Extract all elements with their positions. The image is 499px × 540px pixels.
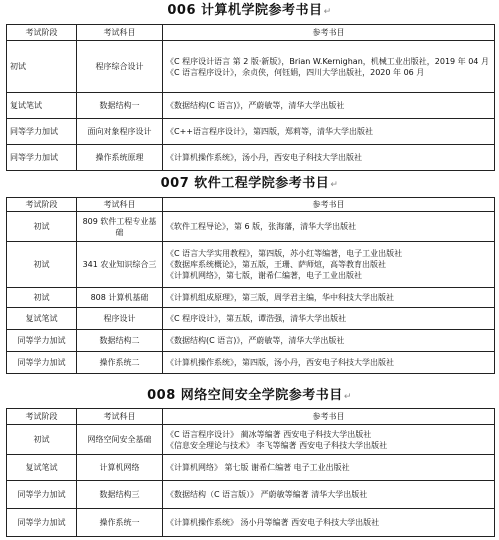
table-row bbox=[7, 308, 495, 330]
header-subject: 考试科目 bbox=[77, 409, 163, 425]
header-refs: 参考书目 bbox=[163, 25, 495, 41]
table-row bbox=[7, 455, 495, 481]
cell-stage: 初试 bbox=[7, 41, 77, 93]
cell-stage: 同等学力加试 bbox=[7, 509, 77, 537]
cell-subject: 操作系统二 bbox=[77, 352, 163, 374]
header-stage: 考试阶段 bbox=[7, 25, 77, 41]
cell-subject: 341 农业知识综合三 bbox=[77, 242, 163, 288]
ref-line: 《计算机网络》 第七版 谢希仁编著 电子工业出版社 bbox=[166, 463, 350, 472]
table-row bbox=[7, 330, 495, 352]
ref-table-006 bbox=[6, 24, 495, 171]
cell-refs bbox=[163, 330, 495, 352]
header-refs: 参考书目 bbox=[163, 409, 495, 425]
ref-table-007 bbox=[6, 197, 495, 374]
cell-stage: 同等学力加试 bbox=[7, 481, 77, 509]
section-title-007: 007 软件工程学院参考书目↵ bbox=[160, 176, 339, 191]
ref-line: 《C 语言程序设计》，余贞侠，何钰娟，四川大学出版社，2020 年 06 月 bbox=[166, 67, 425, 77]
cell-stage: 同等学力加试 bbox=[7, 119, 77, 145]
ref-line: 《软件工程导论》，第 6 版，张海藩，清华大学出版社 bbox=[166, 222, 357, 231]
header-subject: 考试科目 bbox=[77, 25, 163, 41]
cell-stage: 初试 bbox=[7, 212, 77, 242]
header-stage: 考试阶段 bbox=[7, 198, 77, 212]
ref-line: 《C 程序设计语言 第 2 版·新版》，Brian W.Kernighan，机械工业出版社，2019 年 04 月 bbox=[166, 56, 489, 66]
ref-line: 《信息安全理论与技术》 李飞等编著 西安电子科技大学出版社 bbox=[166, 440, 388, 450]
ref-line: 《C 程序设计》，第五版，谭浩强，清华大学出版社 bbox=[166, 314, 347, 323]
cell-refs bbox=[163, 242, 495, 288]
cell-refs bbox=[163, 212, 495, 242]
cell-refs bbox=[163, 119, 495, 145]
table-row bbox=[7, 509, 495, 537]
cell-stage: 复试笔试 bbox=[7, 455, 77, 481]
header-refs: 参考书目 bbox=[163, 198, 495, 212]
cell-refs bbox=[163, 145, 495, 171]
cell-stage: 同等学力加试 bbox=[7, 145, 77, 171]
table-row bbox=[7, 41, 495, 93]
table-row bbox=[7, 352, 495, 374]
table-row bbox=[7, 242, 495, 288]
section-title-006: 006 计算机学院参考书目↵ bbox=[167, 3, 332, 18]
table-row bbox=[7, 481, 495, 509]
cell-subject: 808 计算机基础 bbox=[77, 288, 163, 308]
cell-subject: 数据结构一 bbox=[77, 93, 163, 119]
cell-subject: 面向对象程序设计 bbox=[77, 119, 163, 145]
cell-subject: 数据结构三 bbox=[77, 481, 163, 509]
header-stage: 考试阶段 bbox=[7, 409, 77, 425]
cell-stage: 复试笔试 bbox=[7, 308, 77, 330]
ref-line: 《C 语言程序设计》 蔺冰等编著 西安电子科技大学出版社 bbox=[166, 429, 372, 439]
table-row bbox=[7, 145, 495, 171]
cell-subject: 计算机网络 bbox=[77, 455, 163, 481]
cell-stage: 初试 bbox=[7, 242, 77, 288]
cell-subject: 程序设计 bbox=[77, 308, 163, 330]
cell-refs bbox=[163, 352, 495, 374]
cell-subject: 程序综合设计 bbox=[77, 41, 163, 93]
ref-line: 《计算机网络》，第七版，谢希仁编著，电子工业出版社 bbox=[166, 271, 362, 280]
cell-refs bbox=[163, 308, 495, 330]
table-row bbox=[7, 288, 495, 308]
ref-line: 《计算机组成原理》，第三版，周学君主编，华中科技大学出版社 bbox=[166, 293, 394, 302]
table-row bbox=[7, 119, 495, 145]
ref-line: 《计算机操作系统》，汤小丹，西安电子科技大学出版社 bbox=[166, 153, 362, 162]
cell-stage: 初试 bbox=[7, 425, 77, 455]
ref-line: 《计算机操作系统》 汤小丹等编著 西安电子科技大学出版社 bbox=[166, 518, 380, 527]
section-title-008: 008 网络空间安全学院参考书目↵ bbox=[147, 388, 352, 403]
cell-subject: 数据结构二 bbox=[77, 330, 163, 352]
cell-stage: 复试笔试 bbox=[7, 93, 77, 119]
cell-subject: 操作系统一 bbox=[77, 509, 163, 537]
ref-line: 《数据结构(C 语言)》，严蔚敏等，清华大学出版社 bbox=[166, 101, 345, 110]
table-row bbox=[7, 425, 495, 455]
table-row bbox=[7, 93, 495, 119]
cell-refs bbox=[163, 93, 495, 119]
cell-subject: 网络空间安全基础 bbox=[77, 425, 163, 455]
cell-stage: 初试 bbox=[7, 288, 77, 308]
header-subject: 考试科目 bbox=[77, 198, 163, 212]
table-row bbox=[7, 212, 495, 242]
ref-line: 《数据结构（C 语言版）》 严蔚敏等编著 清华大学出版社 bbox=[166, 490, 368, 499]
ref-line: 《C 语言大学实用教程》，第四版，苏小红等编著，电子工业出版社 bbox=[166, 249, 403, 258]
cell-refs bbox=[163, 425, 495, 455]
ref-table-008 bbox=[6, 408, 495, 537]
cell-refs bbox=[163, 288, 495, 308]
cell-subject: 操作系统原理 bbox=[77, 145, 163, 171]
cell-refs bbox=[163, 455, 495, 481]
ref-line: 《C++语言程序设计》，第四版，郑莉等，清华大学出版社 bbox=[166, 127, 373, 136]
ref-line: 《数据结构(C 语言)》，严蔚敏等，清华大学出版社 bbox=[166, 336, 345, 345]
ref-line: 《数据库系统概论》，第五版，王珊、萨师煊，高等教育出版社 bbox=[166, 260, 386, 269]
cell-stage: 同等学力加试 bbox=[7, 352, 77, 374]
cell-refs bbox=[163, 481, 495, 509]
cell-stage: 同等学力加试 bbox=[7, 330, 77, 352]
ref-line: 《计算机操作系统》，第四版，汤小丹，西安电子科技大学出版社 bbox=[166, 358, 394, 367]
cell-refs bbox=[163, 509, 495, 537]
cell-subject: 809 软件工程专业基础 bbox=[77, 212, 163, 242]
cell-refs bbox=[163, 41, 495, 93]
